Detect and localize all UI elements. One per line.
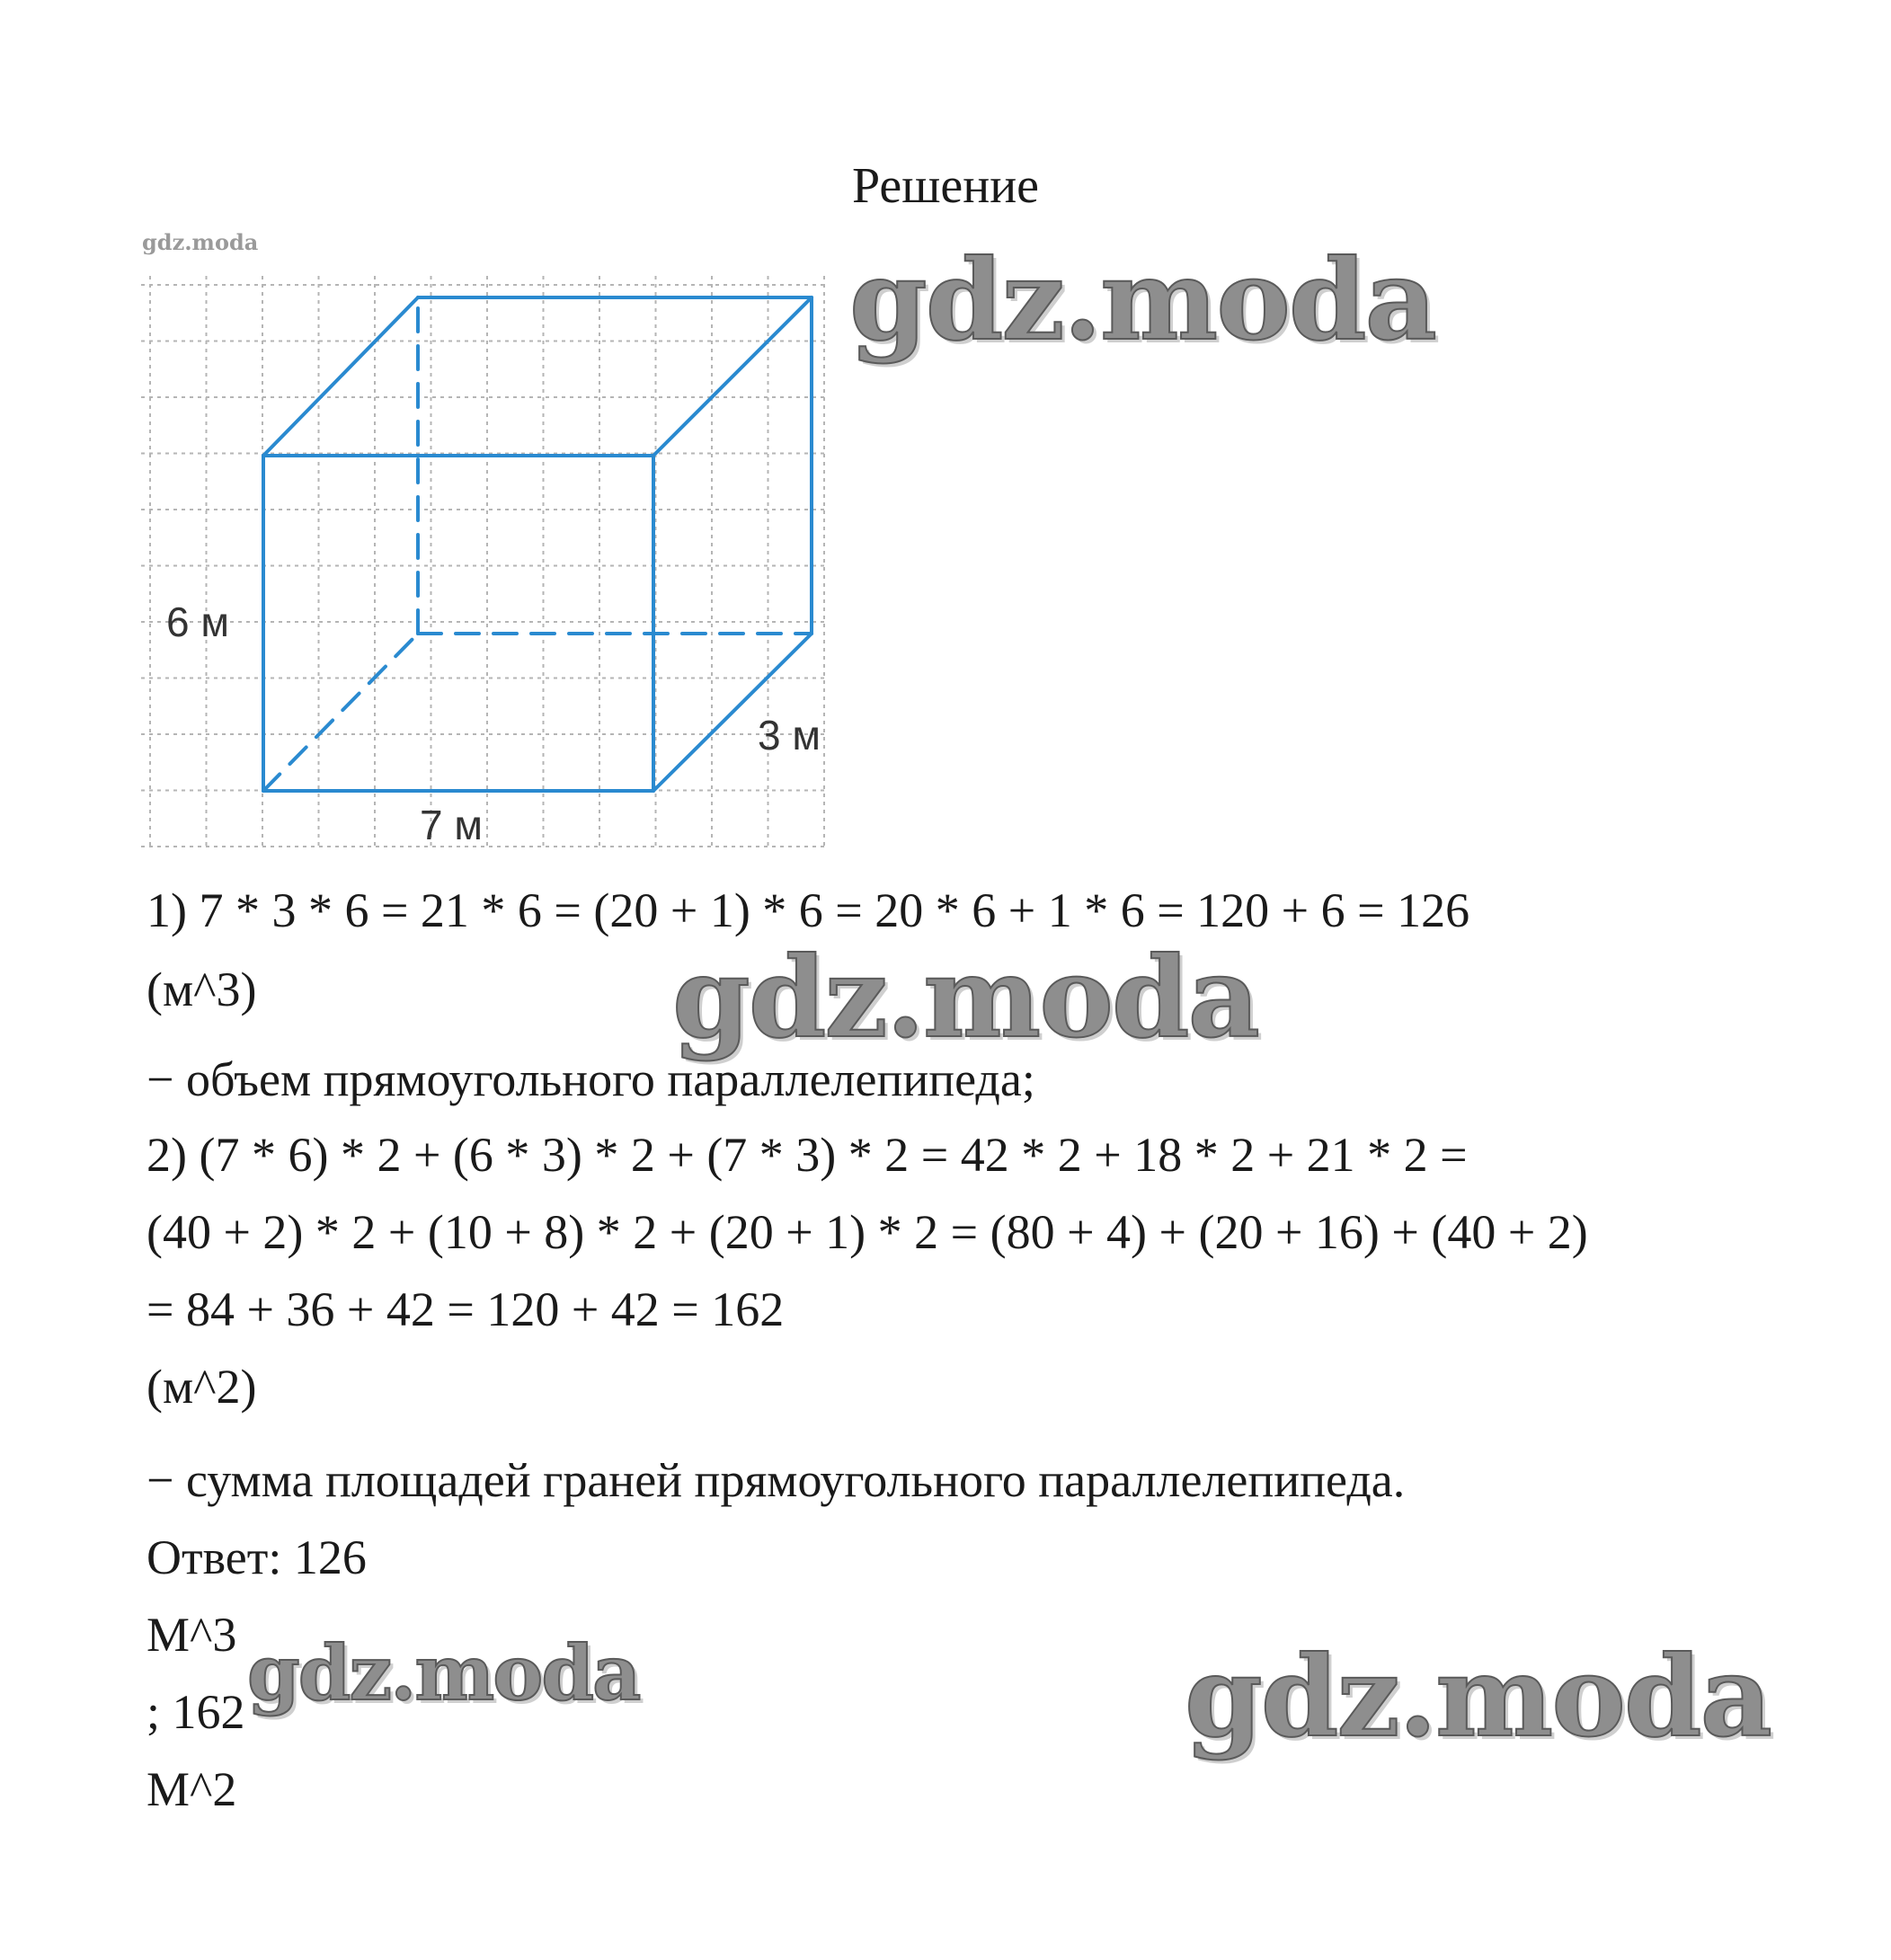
box-edges: [263, 297, 812, 791]
step2-description: − сумма площадей граней прямоугольного параллелепипеда.: [146, 1453, 1406, 1507]
answer-unit-volume: М^3: [146, 1608, 237, 1662]
step1-unit: (м^3): [146, 962, 257, 1016]
step2-equation-line3: = 84 + 36 + 42 = 120 + 42 = 162: [146, 1282, 785, 1336]
answer-unit-area: М^2: [146, 1762, 237, 1816]
parallelepiped-drawing: [139, 256, 858, 867]
visible-edge: [653, 297, 812, 456]
hidden-edge: [263, 634, 418, 791]
watermark-1: gdz.moda: [849, 235, 1435, 366]
watermark-small: gdz.moda: [142, 229, 259, 255]
width-label: 7 м: [420, 802, 483, 848]
grid-background: [141, 276, 824, 847]
answer-surface: ; 162: [146, 1685, 245, 1739]
page-title: Решение: [851, 158, 1040, 214]
depth-label: 3 м: [758, 712, 821, 758]
visible-edge: [263, 297, 418, 456]
step1-equation: 1) 7 * 3 * 6 = 21 * 6 = (20 + 1) * 6 = 20 * 6 + 1 * 6 = 120 + 6 = 126: [146, 883, 1470, 937]
step2-unit: (м^2): [146, 1360, 257, 1414]
height-label: 6 м: [166, 599, 229, 645]
step1-description: − объем прямоугольного параллелепипеда;: [146, 1052, 1035, 1106]
watermark-2: gdz.moda: [672, 933, 1258, 1063]
answer-line: Ответ: 126: [146, 1530, 367, 1584]
step2-equation-line2: (40 + 2) * 2 + (10 + 8) * 2 + (20 + 1) * 2 = (80 + 4) + (20 + 16) + (40 + 2): [146, 1205, 1588, 1259]
parallelepiped-figure: [139, 256, 858, 867]
watermark-3: gdz.moda: [247, 1628, 640, 1717]
step2-equation-line1: 2) (7 * 6) * 2 + (6 * 3) * 2 + (7 * 3) * 2 = 42 * 2 + 18 * 2 + 21 * 2 =: [146, 1128, 1468, 1182]
watermark-4: gdz.moda: [1185, 1632, 1771, 1762]
